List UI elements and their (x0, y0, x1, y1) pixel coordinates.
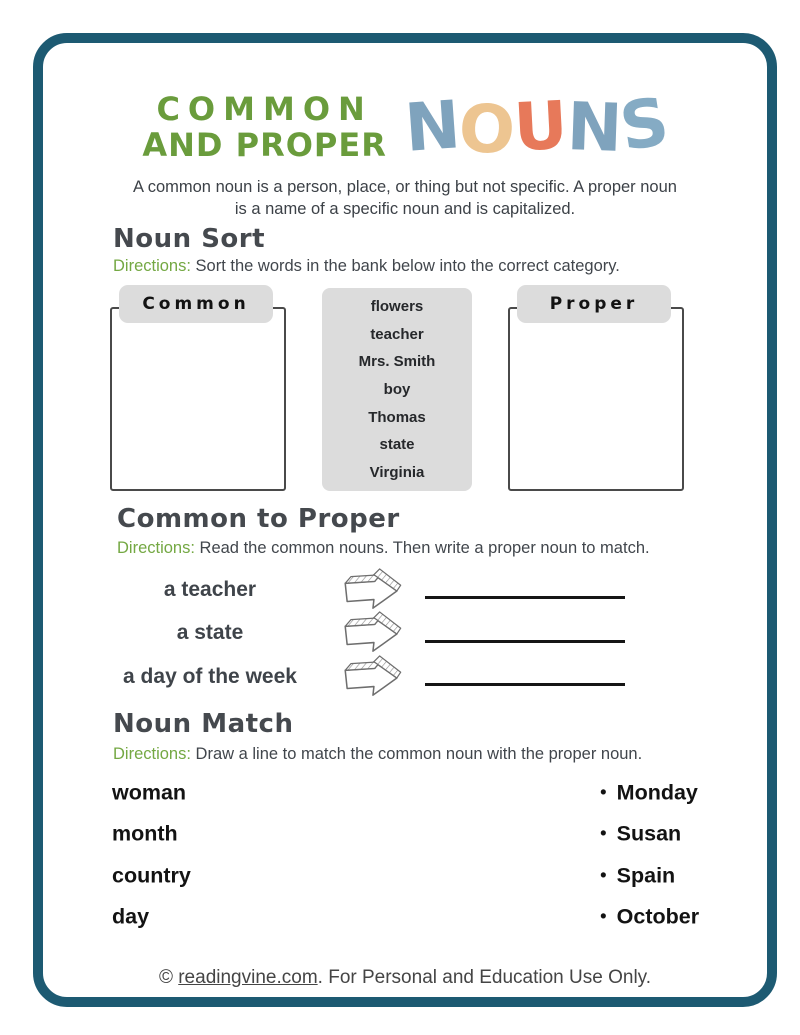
common-to-proper-heading: Common to Proper (117, 504, 400, 534)
title-letter: N (565, 88, 623, 167)
title-letter: N (402, 86, 462, 167)
copyright-footer (43, 967, 767, 989)
bullet-icon: • (600, 865, 607, 887)
match-right-item[interactable] (600, 905, 699, 930)
directions-text: Read the common nouns. Then write a proper noun to match. (194, 539, 650, 557)
copyright-prefix: © (158, 967, 179, 988)
definition-line2: is a name of a specific noun and is capitalized. (234, 200, 576, 218)
copyright-suffix: . For Personal and Education Use Only. (317, 967, 652, 988)
directions-text: Sort the words in the bank below into the correct category. (190, 257, 620, 275)
match-common-noun[interactable]: woman (112, 780, 187, 805)
title-letter: O (457, 89, 517, 170)
c2p-row (43, 568, 767, 612)
arrow-icon (341, 568, 403, 612)
bullet-icon: • (600, 782, 607, 804)
c2p-row (43, 612, 767, 656)
match-row (43, 897, 767, 939)
title-nouns (402, 82, 673, 170)
title-common-and-proper (142, 91, 387, 163)
match-right-item[interactable] (600, 822, 681, 847)
word-bank-item[interactable]: state (379, 436, 415, 454)
match-common-noun[interactable]: month (112, 821, 178, 846)
title-letter: S (614, 82, 673, 167)
common-noun-label: a day of the week (123, 664, 297, 688)
word-bank-item[interactable]: Thomas (368, 408, 426, 426)
proper-box-label: Proper (517, 285, 671, 323)
noun-match-rows (43, 772, 767, 938)
worksheet-page (33, 33, 777, 1007)
definition-line1: A common noun is a person, place, or thing but not specific. A proper noun (133, 178, 677, 196)
match-row (43, 772, 767, 814)
common-to-proper-directions (117, 539, 650, 558)
match-row (43, 855, 767, 897)
proper-sort-box[interactable] (508, 307, 684, 491)
arrow-icon (341, 611, 403, 655)
match-right-item[interactable] (600, 780, 698, 805)
word-bank (322, 288, 472, 491)
definition-text (43, 176, 767, 220)
word-bank-item[interactable]: Virginia (369, 463, 425, 481)
word-bank-item[interactable]: Mrs. Smith (358, 353, 436, 371)
noun-match-directions (113, 745, 642, 764)
word-bank-item[interactable]: boy (383, 380, 411, 398)
common-to-proper-rows (43, 568, 767, 699)
directions-text: Draw a line to match the common noun with the proper noun. (190, 745, 643, 763)
word-bank-item[interactable]: teacher (370, 325, 424, 343)
readingvine-link[interactable]: readingvine.com (178, 967, 318, 988)
noun-sort-directions (113, 257, 620, 276)
match-proper-noun[interactable]: Monday (616, 780, 698, 805)
match-common-noun[interactable]: day (112, 904, 150, 929)
c2p-row (43, 655, 767, 699)
common-noun-label: a teacher (163, 577, 257, 601)
common-box-label: Common (119, 285, 273, 323)
directions-label: Directions: (113, 257, 191, 275)
match-proper-noun[interactable]: Spain (616, 863, 676, 888)
arrow-icon (341, 655, 403, 699)
directions-label: Directions: (117, 539, 195, 557)
title-block (43, 82, 767, 170)
title-line2: AND PROPER (142, 126, 387, 164)
match-right-item[interactable] (600, 863, 675, 888)
directions-label: Directions: (113, 745, 191, 763)
noun-sort-heading: Noun Sort (113, 224, 266, 254)
title-letter: U (512, 86, 569, 167)
noun-match-heading: Noun Match (113, 709, 294, 739)
answer-blank[interactable] (425, 683, 625, 686)
common-sort-box[interactable] (110, 307, 286, 491)
bullet-icon: • (600, 823, 607, 845)
word-bank-item[interactable]: flowers (370, 298, 424, 316)
answer-blank[interactable] (425, 596, 625, 599)
title-line1: COMMON (156, 90, 373, 128)
match-proper-noun[interactable]: October (616, 904, 700, 929)
answer-blank[interactable] (425, 640, 625, 643)
common-noun-label: a state (176, 621, 244, 645)
match-row (43, 814, 767, 856)
match-proper-noun[interactable]: Susan (616, 821, 682, 846)
bullet-icon: • (600, 906, 607, 928)
match-common-noun[interactable]: country (112, 863, 191, 888)
noun-sort-area (43, 285, 767, 497)
